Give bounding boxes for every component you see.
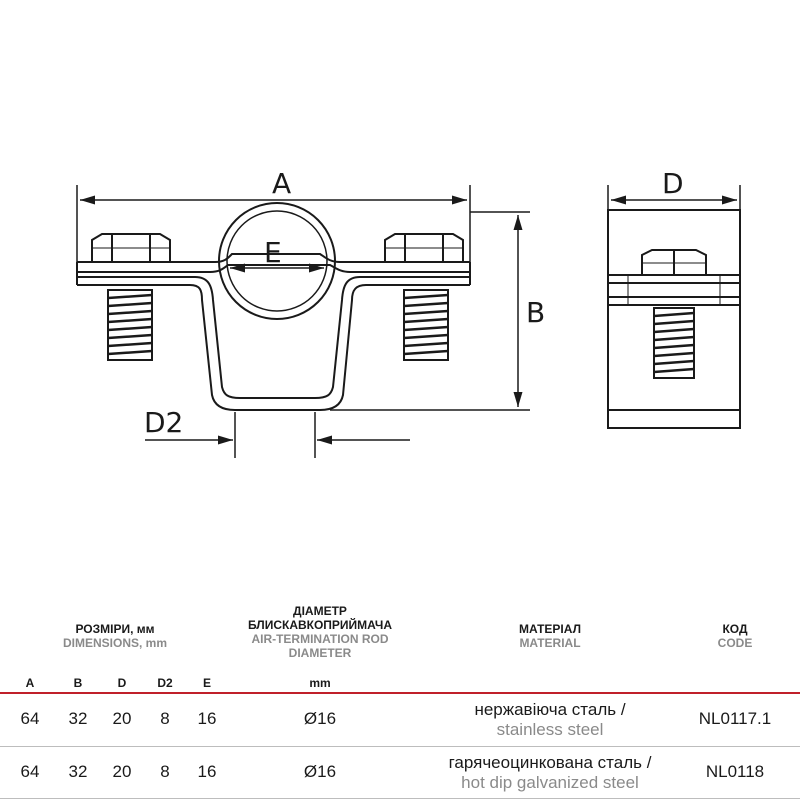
cell-e: 16 [197, 762, 217, 781]
col-b: B [73, 676, 83, 690]
material-header-ua: МАТЕРІАЛ [519, 622, 581, 636]
col-e: E [202, 676, 211, 690]
table-bottom-rule [0, 798, 800, 799]
cell-d: 20 [112, 709, 132, 728]
cell-material [425, 753, 675, 793]
cell-d2: 8 [160, 762, 170, 781]
col-mm: mm [309, 676, 331, 690]
table-row [0, 694, 800, 744]
label-d: D [662, 167, 684, 200]
material-en: stainless steel [496, 720, 604, 739]
cell-code: NL0118 [705, 762, 765, 781]
side-body [608, 210, 740, 428]
cell-b: 32 [68, 709, 88, 728]
diameter-header [230, 604, 410, 660]
cell-diameter: Ø16 [303, 762, 337, 781]
side-bolt [654, 308, 694, 378]
right-bolt [404, 290, 448, 360]
label-b: B [526, 296, 546, 329]
material-ua: нержавіюча сталь / [474, 700, 626, 719]
dimensions-header-en: DIMENSIONS, mm [62, 636, 167, 650]
diameter-header-ua-1: ДІАМЕТР [293, 604, 347, 618]
cell-d2: 8 [160, 709, 170, 728]
cell-material [425, 700, 675, 740]
col-d: D [117, 676, 127, 690]
code-header-en: CODE [717, 636, 753, 650]
code-header-ua: КОД [722, 622, 748, 636]
cell-a: 64 [20, 709, 40, 728]
side-view [608, 185, 740, 428]
cell-code: NL0117.1 [698, 709, 772, 728]
diameter-header-en-1: AIR-TERMINATION ROD [251, 632, 389, 646]
code-header [700, 622, 770, 650]
dimensions-header [40, 622, 190, 650]
material-header-en: MATERIAL [519, 636, 581, 650]
material-en: hot dip galvanized steel [461, 773, 639, 792]
col-d2: D2 [157, 676, 173, 690]
col-a: A [25, 676, 35, 690]
left-bolt [108, 290, 152, 360]
cell-b: 32 [68, 762, 88, 781]
cell-e: 16 [197, 709, 217, 728]
diameter-header-en-2: DIAMETER [288, 646, 352, 660]
label-e: E [264, 236, 282, 269]
material-ua: гарячеоцинкована сталь / [448, 753, 652, 772]
material-header [475, 622, 625, 650]
table-row [0, 747, 800, 797]
cell-d: 20 [112, 762, 132, 781]
spec-table [0, 604, 800, 800]
diameter-header-ua-2: БЛИСКАВКОПРИЙМАЧА [247, 618, 393, 632]
cell-a: 64 [20, 762, 40, 781]
cell-diameter: Ø16 [303, 709, 337, 728]
label-d2: D2 [144, 406, 184, 439]
dimensions-header-ua: РОЗМІРИ, мм [75, 622, 155, 636]
label-a: A [272, 167, 292, 200]
